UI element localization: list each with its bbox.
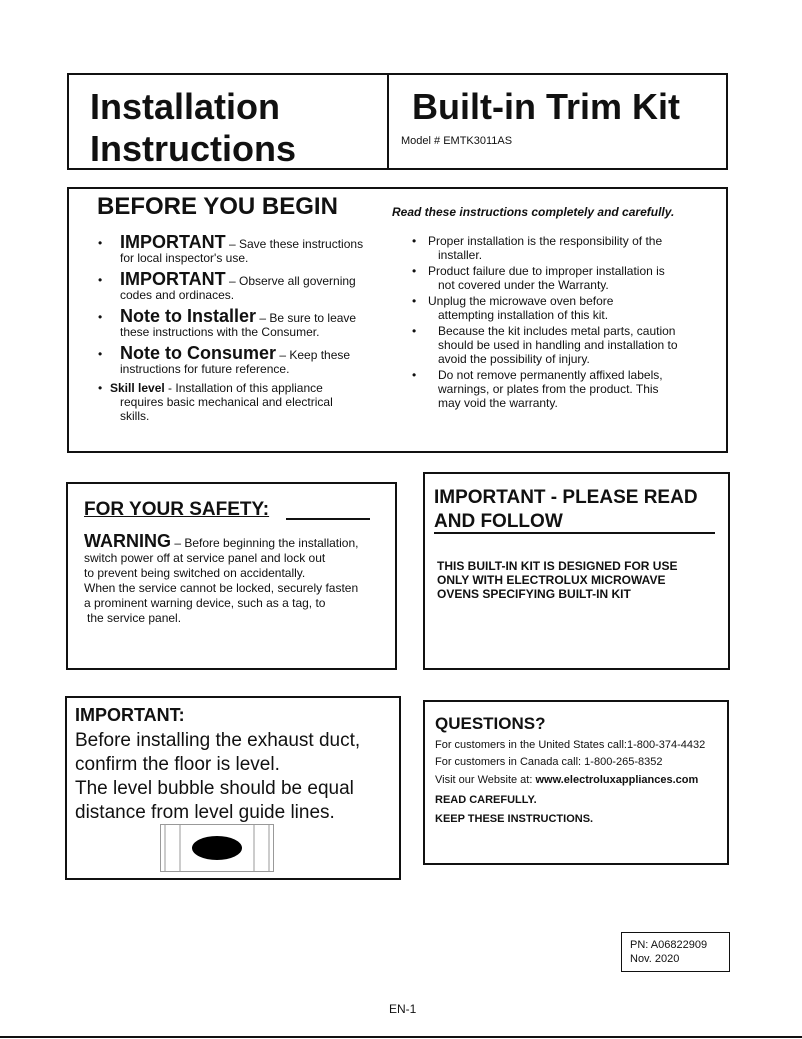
safety-title: FOR YOUR SAFETY: [84, 499, 270, 520]
questions-read: READ CAREFULLY. [435, 794, 537, 806]
list-item: • Because the kit includes metal parts, caution should be used in handling and installation to avoid the possibility of injury. [412, 324, 678, 366]
bullet-icon: • [412, 294, 417, 308]
bullet-icon: • [98, 236, 103, 250]
list-item: • Unplug the microwave oven before attempting installation of this kit. [412, 294, 614, 322]
questions-us: For customers in the United States call:1-800-374-4432 [435, 739, 706, 751]
warning-label: WARNING [84, 531, 171, 551]
before-right-list [412, 234, 702, 412]
website-link[interactable]: www.electroluxappliances.com [535, 774, 699, 786]
list-item: • Note to Installer – Be sure to leave these instructions with the Consumer. [98, 306, 357, 339]
list-item: • Note to Consumer – Keep these instructions for future reference. [98, 343, 351, 376]
bullet-icon: • [98, 273, 103, 287]
important-read-title-2: AND FOLLOW [434, 511, 563, 532]
list-item: • Product failure due to improper installation is not covered under the Warranty. [412, 264, 665, 292]
doc-title-line1: Installation [90, 86, 281, 127]
model-number: Model # EMTK3011AS [401, 135, 513, 147]
important-read-title-1: IMPORTANT - PLEASE READ [434, 487, 698, 508]
questions-title: QUESTIONS? [435, 714, 546, 733]
before-left-list [98, 233, 383, 428]
read-note: Read these instructions completely and carefully. [392, 205, 675, 219]
safety-warning-text: WARNING – Before beginning the installation, switch power off at service panel and lock out to prevent being switched on accidentally. When the service cannot be locked, securely fasten a prominent warning device, such as a tag, to the service panel. [84, 531, 359, 625]
bullet-icon: • [412, 234, 417, 248]
level-bubble-icon [160, 824, 274, 872]
list-item: • Do not remove permanently affixed labels, warnings, or plates from the product. This may void the warranty. [412, 368, 663, 410]
list-item: • Proper installation is the responsibility of the installer. [412, 234, 663, 262]
page-number: EN-1 [389, 1002, 417, 1016]
before-you-begin-title: BEFORE YOU BEGIN [97, 193, 338, 220]
bullet-icon: • [98, 381, 103, 395]
doc-title-line2: Instructions [90, 128, 297, 169]
list-item: • IMPORTANT – Save these instructions for local inspector's use. [98, 232, 364, 265]
important-read-body: THIS BUILT-IN KIT IS DESIGNED FOR USE ONLY WITH ELECTROLUX MICROWAVE OVENS SPECIFYING BUILT-IN KIT [437, 559, 678, 601]
bullet-icon: • [412, 264, 417, 278]
important-read-rule [434, 532, 715, 534]
questions-website: Visit our Website at: www.electroluxappliances.com [435, 774, 699, 786]
list-item: • Skill level - Installation of this appliance requires basic mechanical and electrical skills. [98, 381, 333, 423]
header-divider [387, 73, 389, 170]
part-date: Nov. 2020 [630, 953, 680, 965]
bullet-icon: • [412, 368, 417, 382]
safety-title-rule [286, 518, 370, 520]
product-title: Built-in Trim Kit [412, 86, 680, 127]
bullet-icon: • [98, 347, 103, 361]
bottom-rule [0, 1036, 802, 1038]
list-item: • IMPORTANT – Observe all governing codes and ordinaces. [98, 269, 356, 302]
bullet-icon: • [412, 324, 417, 338]
bullet-icon: • [98, 310, 103, 324]
part-number: PN: A06822909 [630, 939, 708, 951]
important-level-body: Before installing the exhaust duct, confirm the floor is level. The level bubble should be equal distance from level guide lines. [75, 730, 361, 823]
important-level-title: IMPORTANT: [75, 705, 185, 725]
questions-canada: For customers in Canada call: 1-800-265-8352 [435, 756, 663, 768]
questions-keep: KEEP THESE INSTRUCTIONS. [435, 813, 594, 825]
